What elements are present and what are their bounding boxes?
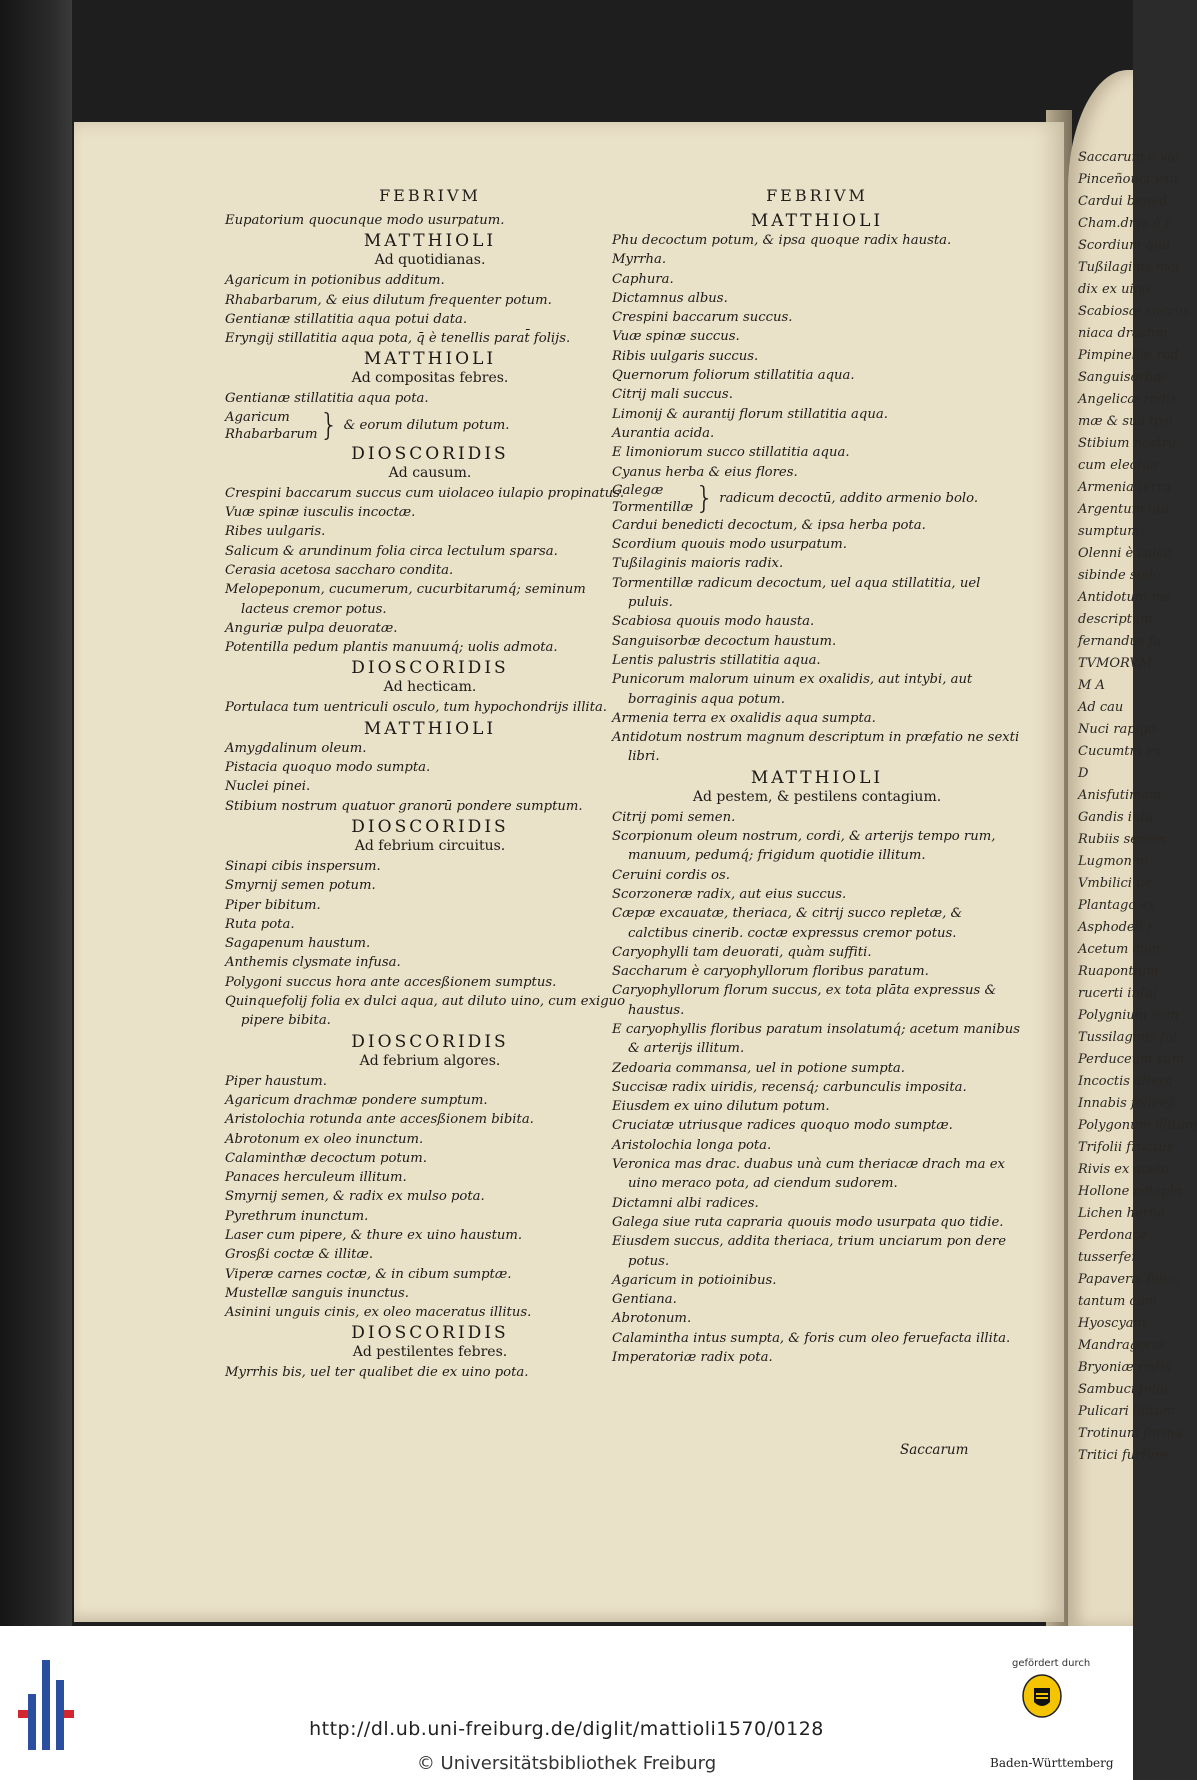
braced-text: & eorum dilutum potum.	[343, 418, 510, 434]
facing-page-line: Tritici furfure	[1078, 1448, 1169, 1463]
remedy-entry: Abrotonum.	[612, 1311, 692, 1327]
facing-page-line: Perduceum sum	[1078, 1052, 1184, 1067]
book-cover-edge	[0, 0, 72, 1626]
facing-page-line: dix ex uino	[1078, 282, 1150, 297]
section-subheading: Ad pestem, & pestilens contagium.	[692, 788, 942, 805]
facing-page-line: Cham.drys à f	[1078, 216, 1170, 231]
remedy-entry: Veronica mas drac. duabus unà cum theriacæ drach ma ex uino meraco pota, ad ciendum sudorem.	[612, 1157, 1005, 1192]
remedy-entry: Tormentillæ radicum decoctum, uel aqua stillatitia, uel puluis.	[612, 575, 981, 611]
sponsor-name: Baden-Württemberg	[990, 1756, 1114, 1770]
remedy-entry: Smyrnij semen potum.	[225, 878, 376, 894]
sponsor-label: gefördert durch	[1012, 1658, 1091, 1669]
section-subheading: Ad quotidianas.	[374, 252, 486, 269]
running-head-right: FEBRIVM	[766, 186, 868, 205]
remedy-entry: Cerasia acetosa saccharo condita.	[225, 562, 454, 578]
remedy-entry: Aristolochia rotunda ante accesßionem bibita.	[225, 1112, 534, 1128]
facing-page-line: Nuci rapigo	[1078, 722, 1156, 737]
facing-page-line: Vmbilici ue	[1078, 876, 1153, 891]
facing-page-line: Trotinum farina	[1078, 1426, 1183, 1441]
running-head-left: FEBRIVM	[379, 186, 481, 205]
facing-page-line: Ruapontium	[1078, 964, 1159, 979]
facing-page-line: descriptum,	[1078, 612, 1157, 627]
remedy-entry: Cyanus herba & eius flores.	[612, 464, 798, 480]
remedy-entry: Panaces herculeum illitum.	[225, 1170, 407, 1186]
remedy-entry: Saccharum è caryophyllorum floribus paratum.	[612, 964, 929, 980]
remedy-entry: Stibium nostrum quatuor granorū pondere sumptum.	[225, 798, 583, 814]
facing-page-line: Armenia terra	[1078, 480, 1172, 495]
facing-page-line: Gandis intu	[1078, 810, 1154, 825]
facing-page-line: sumptum.	[1078, 524, 1144, 539]
remedy-entry: Eupatorium quocunque modo usurpatum.	[225, 213, 505, 228]
facing-page-line: Rubiis semen	[1078, 832, 1167, 847]
facing-page-line: tusserfer	[1078, 1250, 1138, 1265]
remedy-entry: Caphura.	[612, 271, 674, 287]
remedy-entry: Armenia terra ex oxalidis aqua sumpta.	[612, 710, 876, 726]
remedy-entry: Ribes uulgaris.	[225, 524, 326, 540]
remedy-entry: Vuæ spinæ iusculis incoctæ.	[225, 505, 416, 521]
author-heading: MATTHIOLI	[750, 211, 884, 231]
facing-page-line: Papaveris folia,	[1078, 1272, 1180, 1287]
remedy-entry: Cruciatæ utriusque radices quoquo modo sumptæ.	[612, 1118, 953, 1134]
facing-page-line: Ad cau	[1078, 700, 1124, 715]
facing-page-line: Cucumtm ex	[1078, 744, 1162, 759]
facing-page-line: Pinceñouci vau	[1078, 172, 1178, 187]
facing-page-line: tantum cum	[1078, 1294, 1158, 1309]
remedy-entry: Gentianæ stillatitia aqua potui data.	[225, 311, 468, 327]
remedy-entry: Grosßi coctæ & illitæ.	[225, 1247, 374, 1263]
braced-name: Tormentillæ	[612, 499, 694, 515]
remedy-entry: Eiusdem succus, addita theriaca, trium unciarum pon dere potus.	[612, 1234, 1007, 1269]
remedy-entry: Crespini baccarum succus.	[612, 310, 793, 326]
facing-page-line: niaca drachm	[1078, 326, 1168, 341]
facing-page-line: TVMORVM	[1078, 656, 1153, 671]
remedy-entry: Laser cum pipere, & thure ex uino haustum.	[225, 1227, 523, 1243]
author-heading: DIOSCORIDIS	[351, 658, 509, 679]
remedy-entry: Dictamni albi radices.	[612, 1195, 759, 1211]
section-subheading: Ad febrium circuitus.	[354, 837, 506, 854]
braced-names	[225, 409, 318, 443]
permalink-url[interactable]: http://dl.ub.uni-freiburg.de/diglit/mattioli1570/0128	[309, 1718, 824, 1740]
facing-page-line: fernandus fu	[1078, 634, 1162, 649]
facing-page-line: Lugmon m	[1078, 854, 1149, 869]
facing-page-line: Lichen herba	[1078, 1206, 1165, 1221]
facing-page-line: Innabis folieeß	[1078, 1096, 1176, 1111]
remedy-entry: Eiusdem ex uino dilutum potum.	[612, 1099, 830, 1115]
remedy-entry: Ruta pota.	[225, 916, 295, 932]
facing-page-line: Pulicari illitum	[1078, 1404, 1176, 1419]
remedy-entry: Phu decoctum potum, & ipsa quoque radix hausta.	[612, 233, 952, 248]
remedy-entry: Anthemis clysmate infusa.	[225, 955, 401, 971]
section-subheading: Ad febrium algores.	[359, 1052, 501, 1069]
facing-page-line: Acetum cum	[1078, 942, 1161, 957]
copyright-notice: © Universitätsbibliothek Freiburg	[416, 1753, 717, 1774]
facing-page-line: Olenni è calca	[1078, 546, 1172, 561]
remedy-entry: Pyrethrum inunctum.	[225, 1208, 369, 1224]
facing-page-line: Scabiosæ succus	[1078, 304, 1190, 319]
author-heading: DIOSCORIDIS	[351, 1323, 509, 1344]
facing-page-line: Incoctis altera	[1078, 1074, 1173, 1089]
facing-page-line: sibinde sudo	[1078, 568, 1162, 583]
remedy-entry: Agaricum drachmæ pondere sumptum.	[225, 1092, 488, 1108]
remedy-entry: Gentianæ stillatitia aqua pota.	[225, 391, 429, 407]
remedy-entry: Cæpæ excauatæ, theriaca, & citrij succo repletæ, & calctibus cinerib. coctæ expressus cremor potus.	[612, 906, 963, 941]
remedy-entry: Antidotum nostrum magnum descriptum in præfatio ne sexti libri.	[612, 730, 1020, 765]
facing-page-line: Polygnium sum	[1078, 1008, 1179, 1023]
remedy-entry: Smyrnij semen, & radix ex mulso pota.	[225, 1189, 485, 1205]
author-heading: DIOSCORIDIS	[351, 443, 509, 464]
braced-entry	[612, 482, 1022, 516]
right-column-entries	[612, 211, 1022, 1367]
facing-page-line: Antidotum ma	[1078, 590, 1172, 605]
facing-page-line: Saccarum è vio	[1078, 150, 1180, 165]
facing-page-line: Angelicæ radix	[1078, 392, 1178, 407]
remedy-entry: Caryophyllorum florum succus, ex tota plāta expressus & haustus.	[612, 983, 997, 1018]
curly-brace-icon: }	[695, 480, 715, 516]
facing-page-line: Cardui bened	[1078, 194, 1168, 209]
remedy-entry: Succisæ radix uiridis, recensq́; carbunculis imposita.	[612, 1079, 967, 1095]
remedy-entry: Dictamnus albus.	[612, 290, 728, 306]
facing-page-line: Bryoniæ radix	[1078, 1360, 1172, 1375]
remedy-entry: Limonij & aurantij florum stillatitia aqua.	[612, 406, 888, 422]
right-column	[612, 186, 1022, 1367]
remedy-entry: Cardui benedicti decoctum, & ipsa herba pota.	[612, 517, 926, 533]
author-heading: MATTHIOLI	[363, 718, 497, 739]
remedy-entry: E limoniorum succo stillatitia aqua.	[612, 445, 850, 461]
braced-text: radicum decoctū, addito armenio bolo.	[719, 491, 979, 507]
braced-name: Galegæ	[612, 482, 664, 498]
braced-names	[612, 482, 693, 516]
remedy-entry: Myrrhis bis, uel ter qualibet die ex uino pota.	[225, 1365, 529, 1381]
remedy-entry: Agaricum in potionibus additum.	[225, 273, 445, 289]
braced-name: Rhabarbarum	[225, 426, 318, 442]
facing-page-line: Tußilaginis mai	[1078, 260, 1180, 275]
remedy-entry: E caryophyllis floribus paratum insolatumq́; acetum manibus & arterijs illitum.	[612, 1021, 1021, 1057]
remedy-entry: Vuæ spinæ succus.	[612, 329, 740, 345]
left-column-entries	[225, 211, 635, 1383]
facing-page-line: Polygonum illitum	[1078, 1118, 1197, 1133]
remedy-entry: Sinapi cibis inspersum.	[225, 858, 381, 874]
facing-page-line: M A	[1078, 678, 1105, 693]
section-subheading: Ad causum.	[388, 464, 472, 481]
facing-page-line: D	[1078, 766, 1089, 781]
facing-page-line: Perdonace	[1078, 1228, 1148, 1243]
facing-page-line: Hollone catapla	[1078, 1184, 1182, 1199]
remedy-entry: Zedoaria commansa, uel in potione sumpta.	[612, 1060, 905, 1076]
facing-page-line: Scordium quo	[1078, 238, 1171, 253]
author-heading: MATTHIOLI	[363, 231, 497, 252]
remedy-entry: Galega siue ruta capraria quouis modo usurpata quo tidie.	[612, 1214, 1004, 1230]
facing-page-line: Argentum uiu	[1078, 502, 1169, 517]
remedy-entry: Citrij pomi semen.	[612, 809, 736, 825]
facing-page-line: Hyoscyam	[1078, 1316, 1146, 1331]
remedy-entry: Citrij mali succus.	[612, 387, 733, 403]
remedy-entry: Punicorum malorum uinum ex oxalidis, aut intybi, aut borraginis aqua potum.	[612, 672, 973, 707]
remedy-entry: Anguriæ pulpa deuoratæ.	[225, 620, 398, 636]
remedy-entry: Rhabarbarum, & eius dilutum frequenter potum.	[225, 292, 552, 308]
facing-page-line: Stibium nostru	[1078, 436, 1177, 451]
remedy-entry: Salicum & arundinum folia circa lectulum sparsa.	[225, 543, 558, 559]
remedy-entry: Amygdalinum oleum.	[225, 740, 367, 756]
remedy-entry: Asinini unguis cinis, ex oleo maceratus illitus.	[225, 1305, 532, 1321]
remedy-entry: Ceruini cordis os.	[612, 867, 730, 883]
remedy-entry: Piper haustum.	[225, 1073, 327, 1089]
remedy-entry: Piper bibitum.	[225, 897, 321, 913]
remedy-entry: Calamintha intus sumpta, & foris cum oleo feruefacta illita.	[612, 1330, 1011, 1346]
remedy-entry: Caryophylli tam deuorati, quàm suffiti.	[612, 944, 872, 960]
remedy-entry: Scordium quouis modo usurpatum.	[612, 537, 847, 553]
facing-page-line: Plantago ex	[1078, 898, 1156, 913]
remedy-entry: Tußilaginis maioris radix.	[612, 556, 784, 572]
remedy-entry: Mustellæ sanguis inunctus.	[225, 1285, 409, 1301]
facing-page-line: Trifolii fructus	[1078, 1140, 1174, 1155]
remedy-entry: Polygoni succus hora ante accesßionem sumptus.	[225, 974, 557, 990]
remedy-entry: Pistacia quoquo modo sumpta.	[225, 760, 431, 776]
section-subheading: Ad compositas febres.	[351, 370, 509, 387]
author-heading: MATTHIOLI	[750, 767, 884, 788]
catchword: Saccarum	[900, 1442, 969, 1458]
facing-page-line: Anisfutimam	[1078, 788, 1162, 803]
facing-page-line: Asphodeli r	[1078, 920, 1154, 935]
author-heading: DIOSCORIDIS	[351, 816, 509, 837]
state-coat-of-arms-icon	[1022, 1674, 1062, 1720]
remedy-entry: Melopeponum, cucumerum, cucurbitarumq́; seminum lacteus cremor potus.	[225, 582, 586, 617]
remedy-entry: Aristolochia longa pota.	[612, 1137, 772, 1153]
facing-page-line: Rivis ex aceto	[1078, 1162, 1170, 1177]
facing-page-line: Tussilaginis fol	[1078, 1030, 1178, 1045]
remedy-entry: Gentiana.	[612, 1292, 677, 1308]
author-heading: DIOSCORIDIS	[351, 1031, 509, 1052]
remedy-entry: Scorzoneræ radix, aut eius succus.	[612, 886, 847, 902]
remedy-entry: Potentilla pedum plantis manuumq́; uolis admota.	[225, 640, 558, 656]
remedy-entry: Sagapenum haustum.	[225, 936, 371, 952]
section-subheading: Ad pestilentes febres.	[352, 1344, 508, 1361]
remedy-entry: Viperæ carnes coctæ, & in cibum sumptæ.	[225, 1266, 512, 1282]
facing-page-line: mæ & sua ipsi	[1078, 414, 1173, 429]
facing-page-line: rucerti inful	[1078, 986, 1158, 1001]
remedy-entry: Sanguisorbæ decoctum haustum.	[612, 633, 837, 649]
facing-page-line: Pimpinellæ rad	[1078, 348, 1179, 363]
remedy-entry: Quinquefolij folia ex dulci aqua, aut diluto uino, cum exiguo pipere bibita.	[225, 994, 626, 1029]
facing-page-line: cum electua	[1078, 458, 1159, 473]
remedy-entry: Imperatoriæ radix pota.	[612, 1350, 773, 1366]
facing-page-fragment	[1068, 70, 1197, 1626]
remedy-entry: Calaminthæ decoctum potum.	[225, 1150, 427, 1166]
remedy-entry: Eryngij stillatitia aqua pota, q̄ è tenellis parat̄ folijs.	[225, 331, 571, 347]
remedy-entry: Scabiosa quouis modo hausta.	[612, 614, 815, 630]
remedy-entry: Ribis uulgaris succus.	[612, 348, 759, 364]
facing-page-line: Sanguisorbæ	[1078, 370, 1166, 385]
curly-brace-icon: }	[319, 407, 339, 443]
remedy-entry: Quernorum foliorum stillatitia aqua.	[612, 368, 855, 384]
remedy-entry: Nuclei pinei.	[225, 779, 311, 795]
facing-page-line: Mandragoræ	[1078, 1338, 1165, 1353]
author-heading: MATTHIOLI	[363, 349, 497, 370]
braced-name: Agaricum	[225, 409, 290, 425]
remedy-entry: Lentis palustris stillatitia aqua.	[612, 652, 821, 668]
remedy-entry: Aurantia acida.	[612, 425, 715, 441]
facing-page-line: Sambuci folia	[1078, 1382, 1168, 1397]
left-column	[225, 186, 635, 1383]
remedy-entry: Abrotonum ex oleo inunctum.	[225, 1131, 424, 1147]
braced-entry	[225, 409, 635, 443]
remedy-entry: Scorpionum oleum nostrum, cordi, & arterijs tempo rum, manuum, pedumq́; frigidum quotidie illitum.	[612, 829, 996, 864]
remedy-entry: Portulaca tum uentriculi osculo, tum hypochondrijs illita.	[225, 700, 607, 716]
remedy-entry: Agaricum in potioinibus.	[612, 1272, 777, 1288]
section-subheading: Ad hecticam.	[383, 679, 477, 696]
remedy-entry: Crespini baccarum succus cum uiolaceo iulapio propinatus.	[225, 485, 625, 501]
remedy-entry: Myrrha.	[612, 252, 667, 268]
